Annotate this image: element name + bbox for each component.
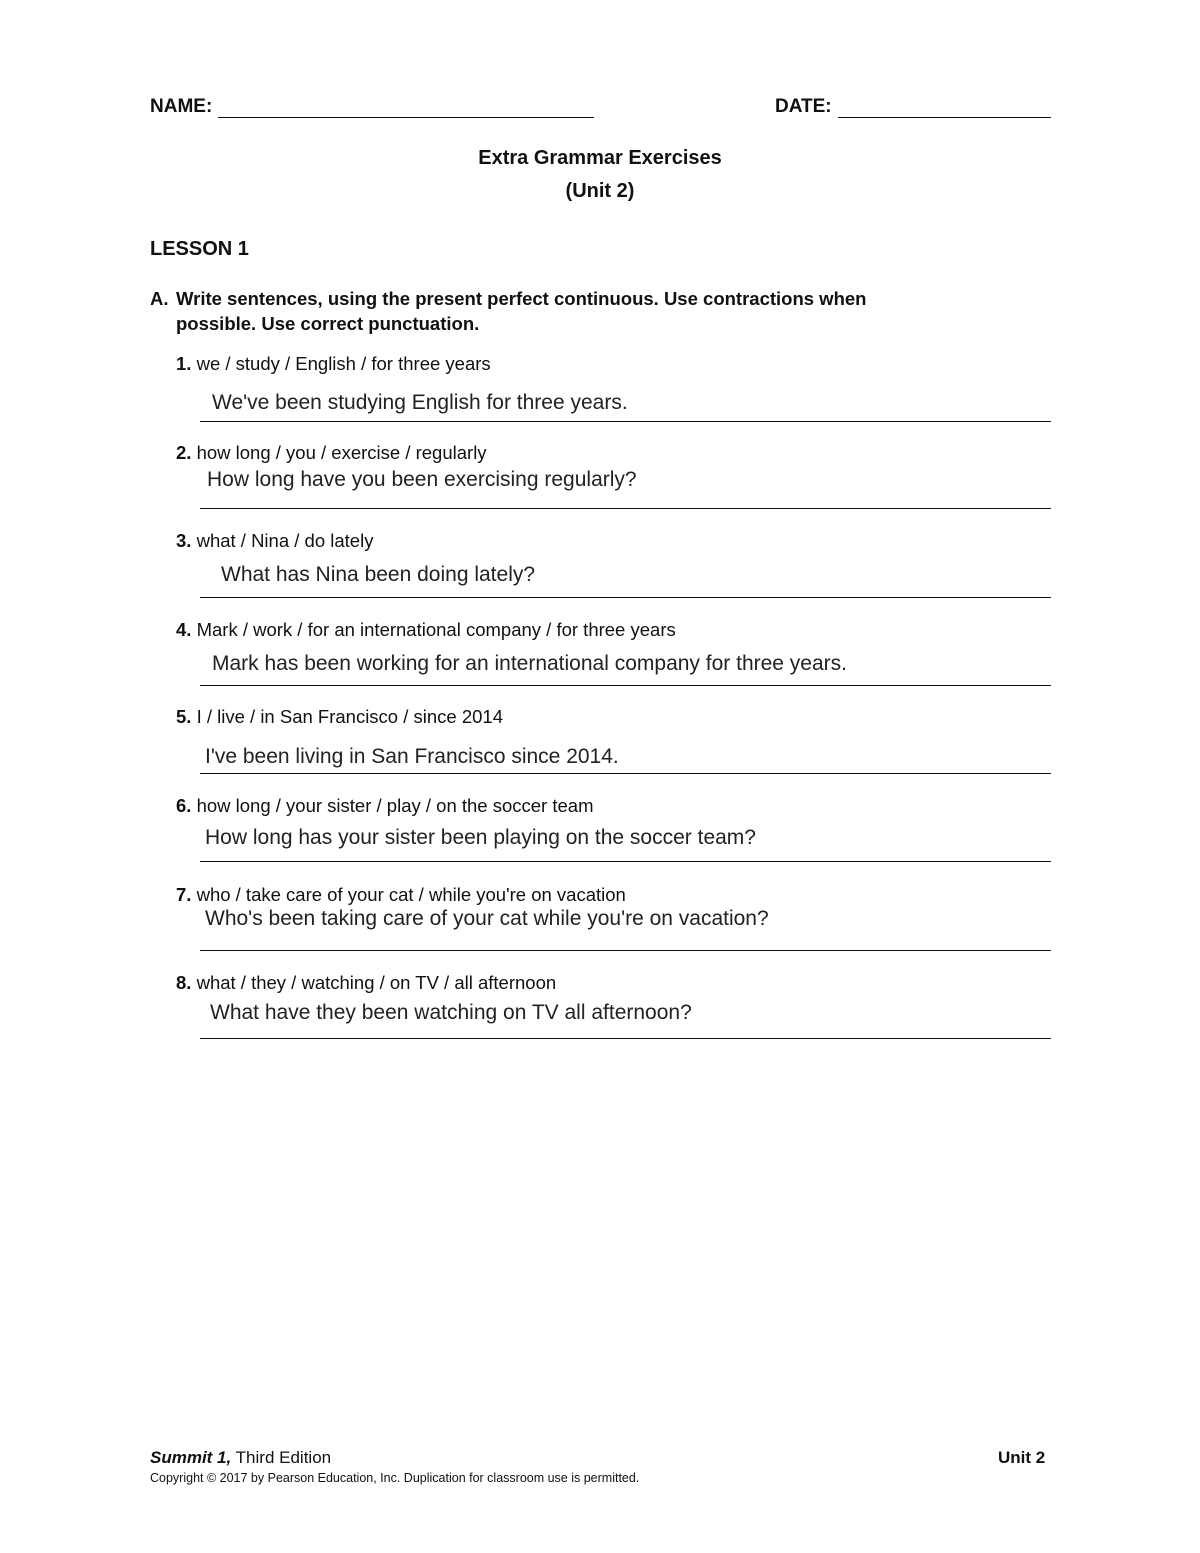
exercise-prompt-text: who / take care of your cat / while you're on vacation: [196, 884, 626, 905]
answer-line: [200, 1038, 1051, 1039]
answer-line: [200, 597, 1051, 598]
answer-line: [200, 508, 1051, 509]
exercise-number: 1.: [176, 353, 192, 374]
exercise-number: 4.: [176, 619, 192, 640]
exercise-number: 5.: [176, 706, 192, 727]
exercise-number: 3.: [176, 530, 192, 551]
exercise-prompt: [176, 706, 503, 728]
date-field-line[interactable]: [838, 117, 1051, 118]
instructions-line-1: Write sentences, using the present perfect continuous. Use contractions when: [176, 288, 867, 309]
footer-book: [150, 1448, 331, 1468]
footer-copyright: Copyright © 2017 by Pearson Education, Inc. Duplication for classroom use is permitted.: [150, 1471, 640, 1485]
exercise-prompt: [176, 353, 491, 375]
exercise-prompt: [176, 619, 676, 641]
exercise-number: 6.: [176, 795, 192, 816]
exercise-number: 8.: [176, 972, 192, 993]
section-letter: A.: [150, 288, 169, 309]
exercise-prompt-text: Mark / work / for an international company / for three years: [196, 619, 676, 640]
name-label: NAME:: [150, 96, 213, 117]
answer-line: [200, 685, 1051, 686]
name-field-line[interactable]: [218, 117, 594, 118]
instructions-line-2: possible. Use correct punctuation.: [176, 313, 480, 334]
answer-line: [200, 773, 1051, 774]
exercise-number: 2.: [176, 442, 192, 463]
exercise-answer[interactable]: Mark has been working for an international company for three years.: [212, 652, 847, 675]
footer-edition: Third Edition: [231, 1448, 332, 1467]
exercise-answer[interactable]: I've been living in San Francisco since 2014.: [205, 745, 619, 768]
exercise-prompt-text: what / they / watching / on TV / all afternoon: [196, 972, 557, 993]
page-subtitle: (Unit 2): [565, 180, 635, 202]
exercise-prompt: [176, 884, 626, 906]
exercise-answer[interactable]: What have they been watching on TV all afternoon?: [210, 1001, 692, 1024]
answer-line: [200, 421, 1051, 422]
answer-line: [200, 861, 1051, 862]
exercise-prompt: [176, 442, 487, 464]
exercise-prompt: [176, 972, 556, 994]
footer-unit: Unit 2: [998, 1448, 1046, 1467]
exercise-answer[interactable]: How long have you been exercising regularly?: [207, 468, 637, 491]
exercise-answer[interactable]: How long has your sister been playing on the soccer team?: [205, 826, 756, 849]
exercise-answer[interactable]: Who's been taking care of your cat while you're on vacation?: [205, 907, 769, 930]
exercise-prompt-text: how long / you / exercise / regularly: [196, 442, 487, 463]
answer-line: [200, 950, 1051, 951]
exercise-prompt-text: I / live / in San Francisco / since 2014: [196, 706, 504, 727]
exercise-prompt: [176, 795, 594, 817]
exercise-prompt: [176, 530, 373, 552]
date-label: DATE:: [775, 96, 832, 117]
exercise-answer[interactable]: What has Nina been doing lately?: [221, 563, 536, 586]
exercise-prompt-text: we / study / English / for three years: [196, 353, 491, 374]
exercise-answer[interactable]: We've been studying English for three years.: [212, 391, 628, 414]
footer-book-title: Summit 1,: [150, 1448, 232, 1467]
exercise-prompt-text: what / Nina / do lately: [196, 530, 374, 551]
page-title: Extra Grammar Exercises: [478, 147, 722, 169]
exercise-prompt-text: how long / your sister / play / on the soccer team: [196, 795, 594, 816]
lesson-heading: LESSON 1: [150, 238, 249, 260]
exercise-number: 7.: [176, 884, 192, 905]
